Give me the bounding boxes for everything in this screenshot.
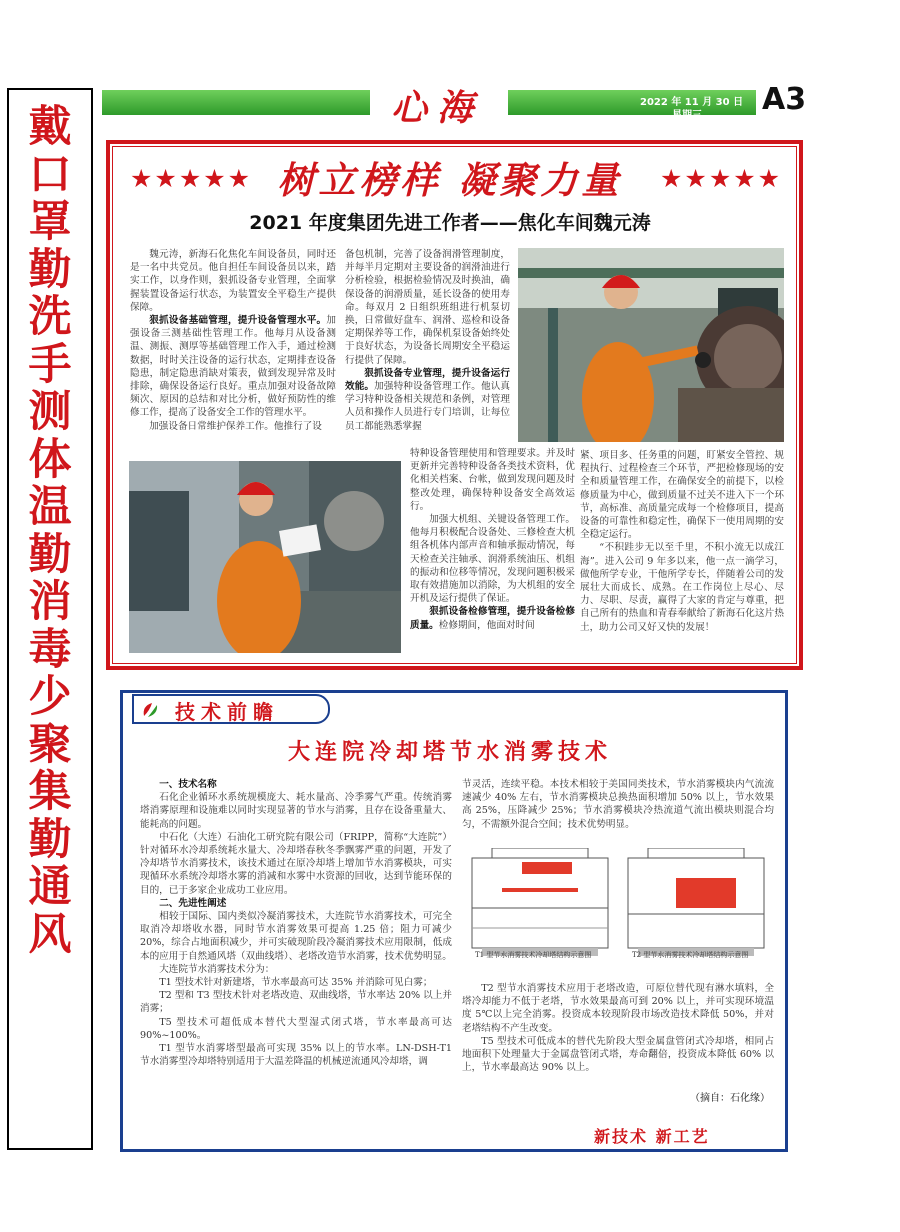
header-bar-left xyxy=(102,90,370,115)
cooling-tower-diagrams xyxy=(462,848,774,966)
page-number: A3 xyxy=(762,82,807,117)
stars-left-icon: ★★★★★ xyxy=(130,164,253,193)
paragraph: 备包机制，完善了设备润滑管理制度，并每半月定期对主要设备的润滑油进行分析检验，根据检验情况及时换油，确保设备的润滑质量，延长设备的使用寿命。每双月 2 日组织班组进行机泵切换，日常做好盘车、润滑、巡检和设备定期保养等工作，确保机泵设备始终处于良好状态，为设备长周期安全平稳运行提供了保障。 xyxy=(345,249,510,366)
paragraph: T1 型节水消雾塔型最高可实现 35% 以上的节水率。LN-DSH-T1 节水消雾型冷却塔特别适用于大温差降温的机械逆流通风冷却塔，调 xyxy=(140,1043,452,1068)
paragraph: 中石化（大连）石油化工研究院有限公司（FRIPP，简称“大连院”）针对循环水冷却系统耗水量大、冷却塔春秋冬季飘雾严重的问题，开发了冷却塔节水消雾技术，该技术通过在原冷却塔上增加节水消雾模块，可实现循环水系统冷却塔水雾的消减和水雾中水资源的回收，达到节能环保的目的，已于多家企业成功工业应用。 xyxy=(140,831,452,896)
paragraph: 节灵活，连续平稳。本技术相较于美国同类技术，节水消雾模块内气流流速减少 40% 左右，节水消雾模块总换热面积增加 50% 以上，节水效果高 25%，压降减少 25%；节水消雾模块冷热流道气流出模块则混合均匀，不需额外混合空间；技术优势明显。 xyxy=(462,779,774,830)
tech-column-right-bottom xyxy=(462,982,774,1074)
lead-in: 狠抓设备基础管理，提升设备管理水平。 xyxy=(149,315,327,327)
lead-in: 狠抓设备专业管理，提升设备运行效能。 xyxy=(345,367,510,393)
vertical-slogan xyxy=(7,88,93,1150)
slogan-char: 消 xyxy=(28,577,72,627)
slogan-char: 勤 xyxy=(28,529,72,580)
slogan-char: 罩 xyxy=(28,197,72,247)
tech-column-right-top xyxy=(462,778,774,831)
slogan-char: 毒 xyxy=(28,624,72,675)
paragraph: 狠抓设备基础管理，提升设备管理水平。加强设备三测基础性管理工作。他每月从设备测温、测振、测厚等基础管理工作入手，通过检测数据，时时关注设备的运行状态，定期排查设备隐患，制定隐患消缺对策表，做到发现异常及时排除，确保设备运行良好。重点加强对设备故障频次、原因的总结和对比分析，做好预防性的维修工作，提高了设备安全工作的管理水平。 xyxy=(130,315,336,419)
article-column-1 xyxy=(130,248,336,433)
tech-article-title: 大连院冷却塔节水消雾技术 xyxy=(287,740,612,765)
stars-right-icon: ★★★★★ xyxy=(660,164,783,193)
paragraph: 特种设备管理使用和管理要求。并及时更新并完善特种设备各类技术资料，优化相关档案、台帐，做到发现问题及时整改处理，确保特种设备安全高效运行。 xyxy=(410,448,575,512)
paragraph: 大连院节水消雾技术分为： xyxy=(159,963,275,975)
tech-tab-title: 技术前瞻 xyxy=(175,700,279,724)
worker-pump-photo xyxy=(518,248,784,442)
paragraph: 加强大机组、关键设备管理工作。他每月积极配合设备处、三修检查大机组各机体内部声音和轴承振动情况，每天检查关注轴承、润滑系统油压、机组的振动和位移等情况，发现问题积极采取有效措施加以消除，为大机组的安全开机及运行提供了保证。 xyxy=(410,514,575,605)
paragraph: 石化企业循环水系统规模庞大、耗水量高、冷季雾气严重。传统消雾塔消雾原理和设施难以同时实现显著的节水与消雾，且存在设备重量大、能耗高的问题。 xyxy=(140,792,452,830)
slogan-char: 勤 xyxy=(28,244,72,295)
caption-t2: T2 型节水消雾技术冷却塔结构示意图 xyxy=(632,951,749,959)
slogan-char: 勤 xyxy=(28,814,72,865)
slogan-char: 集 xyxy=(28,767,72,817)
slogan-char: 聚 xyxy=(28,719,72,770)
article-source: （摘自：石化缘） xyxy=(690,1093,770,1104)
paragraph: 狠抓设备检修管理，提升设备检修质量。检修期间，他面对时间 xyxy=(410,606,575,631)
paragraph: T1 型技术针对新建塔，节水率最高可达 35% 并消除可见白雾； xyxy=(159,977,433,989)
paragraph: 狠抓设备专业管理，提升设备运行效能。加强特种设备管理工作。他认真学习特种设备相关规范和条例，对管理人员和操作人员进行专门培训，让每位员工都能熟悉掌握 xyxy=(345,367,511,432)
section-heading: 二、先进性阐述 xyxy=(159,897,227,909)
slogan-char: 洗 xyxy=(28,292,72,342)
caption-t1: T1 型节水消雾技术冷却塔结构示意图 xyxy=(475,951,592,959)
article-column-2 xyxy=(345,248,510,433)
slogan-char: 少 xyxy=(28,672,72,722)
leaf-logo-icon xyxy=(140,700,160,720)
paragraph: T2 型和 T3 型技术针对老塔改造、双曲线塔，节水率达 20% 以上并消雾； xyxy=(140,990,452,1015)
paragraph: “不积跬步无以至千里，不积小流无以成江海”。进入公司 9 年多以来，他一点一滴学习，做他所学专业，干他所学专长，伴随着公司的发展壮大而成长、成熟。在工作岗位上尽心、尽力、尽职、尽责，赢得了大家的肯定与尊重，把自己所有的热血和青春奉献给了新海石化这片热土，助力公司又好又快的发展！ xyxy=(580,542,784,633)
paragraph: 加强设备日常维护保养工作。他推行了设 xyxy=(149,420,322,432)
worker-clipboard-photo xyxy=(129,461,401,653)
paragraph: 相较于国际、国内类似冷凝消雾技术，大连院节水消雾技术，可完全取消冷却塔收水器，同时节水消雾效果可提高 1.25 倍；阻力可减少 20%，综合占地面积减少，并可实破现阶段冷凝消雾技术应用限制，低成本的应用于自然通风塔（双曲线塔）、老塔改造节水消雾，技术优势明显。 xyxy=(140,911,452,962)
slogan-char: 温 xyxy=(28,482,72,532)
tech-column-left xyxy=(140,778,452,1068)
paragraph: T5 型技术可超低成本替代大型湿式闭式塔，节水率最高可达 90%~100%。 xyxy=(140,1016,452,1041)
paragraph: T5 型技术可低成本的替代先阶段大型金属盘管闭式冷却塔，相同占地面积下处理量大于金属盘管闭式塔，寿命翻倍，投资成本降低 60% 以上，节水率最高达 90% 以上。 xyxy=(462,1035,774,1074)
slogan-char: 通 xyxy=(28,862,72,912)
slogan-char: 戴 xyxy=(28,102,72,152)
slogan-char: 风 xyxy=(28,909,72,960)
masthead-logo: 心海 xyxy=(390,87,483,129)
paragraph: 紧、项目多、任务重的问题，盯紧安全管控、规程执行、过程检查三个环节，严把检修现场的安全和质量管理工作，在确保安全的前提下，以检修质量为中心，做到质量不过关不进入下一个环节，高标准、高质量完成每一个检修项目，提高设备的可靠性和稳定性，确保下一使用周期的安全稳定运行。 xyxy=(580,450,784,541)
slogan-char: 口 xyxy=(28,149,72,200)
issue-date: 2022 年 11 月 30 日 xyxy=(640,97,744,108)
lead-in: 狠抓设备检修管理，提升设备检修质量。 xyxy=(410,606,575,631)
t1-tower-diagram xyxy=(472,848,608,956)
feature-headline: 树立榜样 凝聚力量 xyxy=(277,159,623,202)
t2-tower-diagram xyxy=(628,848,764,956)
issue-weekday: 星期三 xyxy=(672,110,702,121)
footer-slogan: 新技术 新工艺 xyxy=(588,1124,716,1147)
section-heading: 一、技术名称 xyxy=(159,779,217,790)
slogan-char: 手 xyxy=(28,339,72,390)
slogan-char: 测 xyxy=(28,387,72,437)
slogan-char: 体 xyxy=(28,434,72,485)
article-column-3 xyxy=(410,447,575,632)
article-column-4 xyxy=(580,449,784,634)
paragraph: T2 型节水消雾技术应用于老塔改造，可原位替代现有淋水填料，全塔冷却能力不低于老塔，节水效果最高可到 20% 以上，并可实现环境温度 5℃以上完全消雾。投资成本较现阶段市场改造技术降低 50%，并对老塔结构不产生改变。 xyxy=(462,983,774,1034)
paragraph: 魏元涛，新海石化焦化车间设备员，同时还是一名中共党员。他自担任车间设备员以来，踏实工作，以身作则，狠抓设备专业管理，全面掌握装置设备运行状态，为装置安全平稳生产提供保障。 xyxy=(130,249,336,313)
feature-subhead: 2021 年度集团先进工作者——焦化车间魏元涛 xyxy=(249,212,651,234)
